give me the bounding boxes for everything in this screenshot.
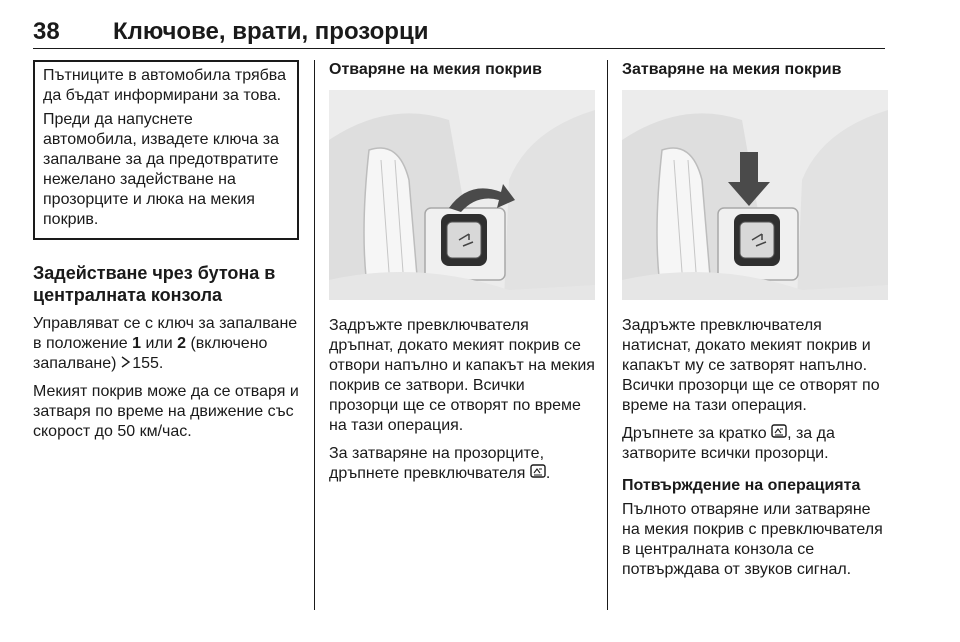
paragraph-close-windows: За затваряне на прозорците, дръпнете превключвателя . — [329, 445, 551, 482]
paragraph-pull-briefly: Дръпнете за кратко , за да затворите всички прозорци. — [622, 425, 835, 462]
paragraph-close-instructions: Задръжте превключвателя натиснат, докато мекият покрив и капакът му се затворят напълно. Всички прозорци ще се отворят по време на тази операция. — [622, 317, 880, 414]
column-right — [622, 60, 888, 580]
paragraph-open-instructions: Задръжте превключвателя дръпнат, докато мекият покрив се отвори напълно и капакът на мекия покрив се затвори. Всички прозорци ще се отворят по време на тази операция. — [329, 317, 595, 434]
page-reference-icon — [121, 356, 131, 368]
page-header — [33, 18, 885, 49]
column-left — [33, 60, 299, 442]
section-heading-open-roof: Отваряне на мекия покрив — [329, 61, 542, 78]
column-divider-right — [607, 60, 608, 610]
window-switch-icon — [530, 464, 546, 478]
section-heading-confirmation: Потвърждение на операцията — [622, 477, 861, 494]
section-heading-console-button: Задействане чрез бутона в централната конзола — [33, 263, 276, 305]
paragraph-ignition: Управляват се с ключ за запалване в положение 1 или 2 (включено запалване) 155. — [33, 315, 298, 372]
notice-text-2: Преди да напуснете автомобила, извадете ключа за запалване за да предотвратите нежелано задействане на прозорците и люка на мекия покрив. — [43, 111, 279, 228]
paragraph-speed-limit: Мекият покрив може да се отваря и затваря по време на движение със скорост до 50 км/час. — [33, 383, 299, 440]
column-divider-left — [314, 60, 315, 610]
notice-text-1: Пътниците в автомобила трябва да бъдат информирани за това. — [43, 67, 287, 104]
illustration-open-switch — [329, 90, 595, 300]
chapter-title: Ключове, врати, прозорци — [113, 18, 429, 45]
paragraph-confirmation: Пълното отваряне или затваряне на мекия покрив с превключвателя в централната конзола се потвърждава от звуков сигнал. — [622, 501, 883, 578]
notice-box — [33, 60, 299, 240]
page-number: 38 — [33, 18, 60, 45]
window-switch-icon — [771, 424, 787, 438]
section-heading-close-roof: Затваряне на мекия покрив — [622, 61, 842, 78]
column-middle — [329, 60, 595, 484]
illustration-close-switch — [622, 90, 888, 300]
